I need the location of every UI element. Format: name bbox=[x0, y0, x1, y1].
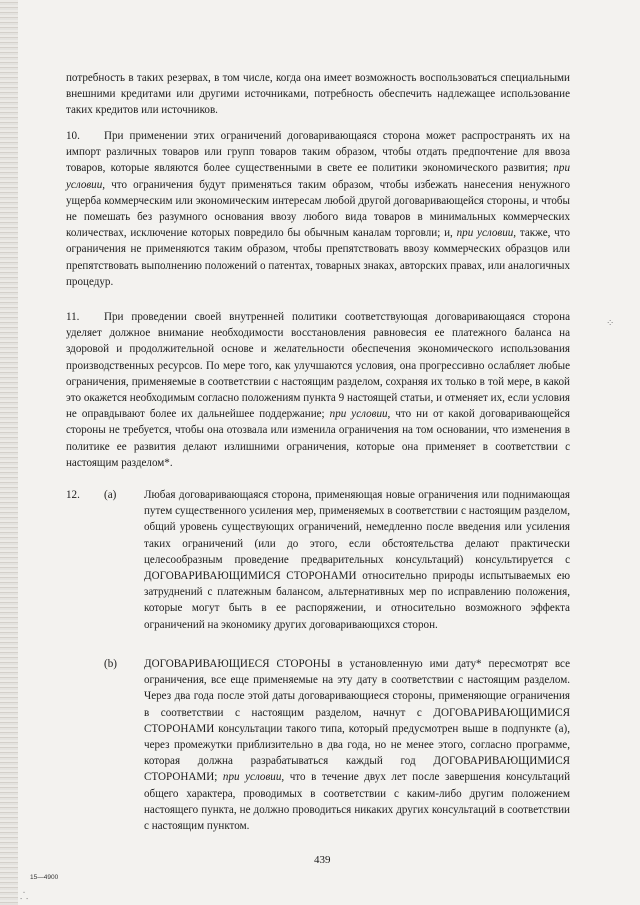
subparagraph-b-italic: при условии, bbox=[222, 771, 285, 784]
paragraph-10-italic-2: при условии, bbox=[456, 227, 517, 240]
paragraph-10 bbox=[66, 128, 570, 290]
paragraph-10-italic-1: при условии, bbox=[66, 162, 570, 191]
subparagraph-b-text-a: ДОГОВАРИВАЮЩИЕСЯ СТОРОНЫ в установленную ими дату* пересмотрят все ограничения, все еще применяемые на эту дату в соответствии с настоящим разделом. Через два года после этой даты договаривающиеся стороны, применяющие ограничения в соответствии с настоящим разделом, начнут с ДОГОВАРИВАЮЩИМИСЯ СТОРОНАМИ консультации такого типа, который предусмотрен выше в подпункте (a), через промежутки приблизительно в два года, но не менее этого, согласно программе, которая должна разрабатываться каждый год ДОГОВАРИВАЮЩИМИСЯ СТОРОНАМИ; bbox=[144, 658, 570, 784]
paragraph-11-italic-1: при условии, bbox=[329, 408, 391, 421]
document-code: 15—4900 bbox=[30, 874, 59, 881]
subparagraph-b-text-b: что в течение двух лет после завершения консультаций общего характера, проводимых в соответствии с каким-либо другим положением настоящего пункта, не должно проводиться никаких других консультаций в соответствии с настоящим пунктом. bbox=[144, 771, 571, 833]
lead-paragraph bbox=[66, 70, 570, 119]
paragraph-10-text-a: При применении этих ограничений договаривающаяся сторона может распространять их на импорт различных товаров или групп товаров таким образом, чтобы отдать предпочтение для ввоза товаров, которые являются более существенными в свете ее политики экономического развития; bbox=[66, 130, 570, 175]
subparagraph-a bbox=[144, 487, 570, 633]
subparagraph-a-text: Любая договаривающаяся сторона, применяющая новые ограничения или поднимающая путем существенного усиления мер, применяемых в соответствии с настоящим разделом, общий уровень существующих ограничений, немедленно после введения или усиления таких ограничений (или до этого, если обстоятельства делают практически целесообразным проведение предварительных консультаций) консультируется с ДОГОВАРИВАЮЩИМИСЯ СТОРОНАМИ относительно природы испытываемых ею затруднений с платежным балансом, альтернативных мер по исправлению положения, которые могут быть в ее распоряжении, и относительно возможного эффекта ограничений на экономику других договаривающихся сторон. bbox=[144, 489, 570, 631]
paragraph-10-text-b: что ограничения будут применяться таким образом, чтобы избежать нанесения ненужного ущерба коммерческим или экономическим интересам любой другой договаривающейся стороны, и чтобы не помешать без разумного основания ввозу любого вида товаров в минимальных коммерческих количествах, исключение которых повредило бы обычным каналам торговли; и, bbox=[66, 178, 570, 240]
scanned-binding-edge bbox=[0, 0, 18, 905]
paragraph-10-text-c: также, что ограничения не применяются таким образом, чтобы препятствовать ввозу коммерческих образцов или препятствовать выполнению положений о патентах, товарных знаках, авторских правах, или аналогичных процедур. bbox=[66, 227, 571, 288]
paragraph-10-number: 10. bbox=[66, 130, 80, 142]
scan-mark-corner: ⸫ bbox=[20, 891, 29, 902]
subparagraph-b-label: (b) bbox=[104, 658, 117, 670]
paragraph-11-text-a: При проведении своей внутренней политики соответствующая договаривающаяся сторона уделяет должное внимание необходимости восстановления равновесия ее платежного баланса на здоровой и продолжительной основе и желательности обеспечения экономического использования производственных ресурсов. По мере того, как улучшаются условия, она прогрессивно ослабляет любые ограничения, применяемые в соответствии с настоящим разделом, сохраняя их только в той мере, в какой это окажется необходимым согласно положениям пункта 9 настоящей статьи, и отменяет их, если условия не оправдывают более их дальнейшее поддержание; bbox=[66, 311, 570, 421]
subparagraph-b bbox=[144, 656, 570, 834]
page-number: 439 bbox=[314, 854, 331, 866]
paragraph-11-number: 11. bbox=[66, 311, 80, 323]
paragraph-12-number: 12. bbox=[66, 489, 80, 501]
scan-mark-right: ⁘ bbox=[606, 318, 615, 329]
paragraph-11-text-b: что ни от какой договаривающейся стороны не требуется, чтобы она отозвала или изменила ограничения на том основании, что изменения в политике ее развития делают излишними ограничения, которые она применяет в соответствии с настоящим разделом*. bbox=[66, 408, 570, 469]
paragraph-11 bbox=[66, 309, 570, 471]
subparagraph-a-label: (a) bbox=[104, 489, 117, 501]
lead-text: потребность в таких резервах, в том числе, когда она имеет возможность воспользоваться специальными внешними кредитами или другими источниками, потребность обеспечить надлежащее использование таких кредитов или источников. bbox=[66, 72, 570, 117]
